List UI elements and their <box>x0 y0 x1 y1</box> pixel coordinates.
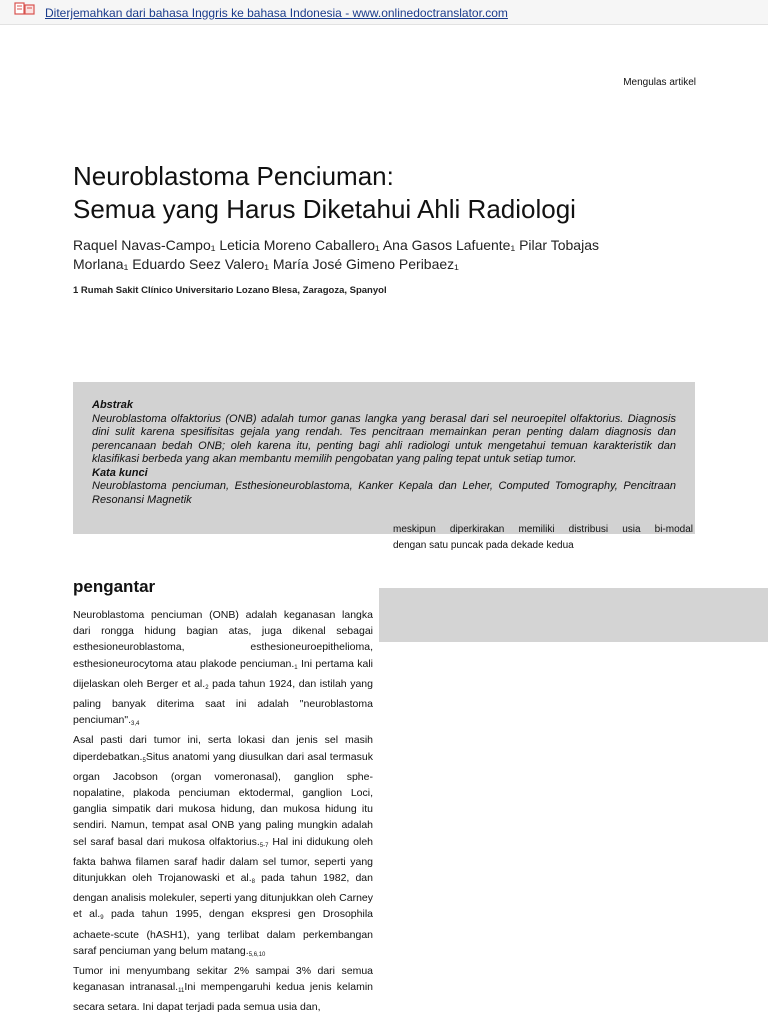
citation-ref: 8 <box>251 879 255 886</box>
abstract-box <box>73 382 695 534</box>
citation-ref: 5,6,10 <box>248 951 266 958</box>
intro-paragraph-2: Asal pasti dari tumor ini, serta lokasi dan jenis sel masih diperdebatkan.$^5$Situs anatomi yang diusulkan dari asal termasuk organ Jacobson (organ vomeronasal), ganglion sphe-nopalatine, plakoda penciuman ektodermal, ganglion Loci, ganglia simpatik dari mukosa hidung, dan mukosa hidung itu sendiri. Namun, tempat asal ONB yang paling mungkin adalah sel saraf basal dari mukosa olfaktorius.$^{5-7}$ Hal ini didukung oleh fakta bahwa filamen saraf hadir dalam sel tumor, seperti yang ditunjukkan oleh Trojanowaski et al.$^8$ pada tahun 1982, dan dengan analisis molekuler, seperti yang ditunjukkan oleh Carney et al.$^9$ pada tahun 1995, dengan ekspresi gen Drosophila achaete-scute (hASH1), yang terlibat dalam perkembangan saraf penciuman yang belum matang.$^{5,6,10}$ <box>73 734 373 958</box>
citation-ref: 3,4 <box>131 721 140 728</box>
citation-ref: 1 <box>294 664 298 671</box>
author-list <box>73 236 673 274</box>
intro-paragraph-3: Tumor ini menyumbang sekitar 2% sampai 3% dari semua keganasan intranasal.$^{11}$Ini mempengaruhi kedua jenis kelamin secara setara. Ini dapat terjadi pada semua usia dan, <box>73 965 373 1014</box>
title-line-2: Semua yang Harus Diketahui Ahli Radiologi <box>73 194 576 224</box>
article-type-label: Mengulas artikel <box>623 77 696 88</box>
abstract-heading: Abstrak <box>92 399 133 411</box>
section-heading-intro: pengantar <box>73 577 156 596</box>
right-column-line-1: meskipun diperkirakan memiliki distribusi usia bi-modal <box>393 524 693 535</box>
citation-ref: 5-7 <box>259 842 269 849</box>
translator-banner <box>0 0 768 25</box>
abstract-text: Neuroblastoma olfaktorius (ONB) adalah tumor ganas langka yang berasal dari sel neuroepitel olfaktorius. Diagnosis dini sulit karena spesifisitas gejala yang rendah. Tes pencitraan memainkan peran penting dalam diagnosis dan perencanaan bedah ONB; oleh karena itu, penting bagi ahli radiologi untuk mengetahui temuan karakteristik dan klasifikasi berbeda yang akan membantu memilih pengobatan yang paling tepat untuk setiap tumor. <box>92 412 676 465</box>
affiliation: 1 Rumah Sakit Clínico Universitario Lozano Blesa, Zaragoza, Spanyol <box>73 285 387 296</box>
authors-line-1: Raquel Navas-Campo₁ Leticia Moreno Caballero₁ Ana Gasos Lafuente₁ Pilar Tobajas <box>73 237 599 253</box>
authors-line-2: Morlana₁ Eduardo Seez Valero₁ María José Gimeno Peribaez₁ <box>73 256 459 272</box>
translator-link[interactable]: Diterjemahkan dari bahasa Inggris ke bahasa Indonesia - www.onlinedoctranslator.com <box>45 6 508 20</box>
article-title <box>73 160 693 226</box>
intro-body <box>73 607 373 1016</box>
keywords-text: Neuroblastoma penciuman, Esthesioneuroblastoma, Kanker Kepala dan Leher, Computed Tomography, Pencitraan Resonansi Magnetik <box>92 480 676 506</box>
right-column-line-2: dengan satu puncak pada dekade kedua <box>393 540 574 551</box>
citation-ref: 9 <box>100 915 104 922</box>
title-line-1: Neuroblastoma Penciuman: <box>73 161 394 191</box>
citation-ref: 11 <box>178 988 185 995</box>
citation-ref: 2 <box>205 684 209 691</box>
keywords-heading: Kata kunci <box>92 466 148 479</box>
intro-paragraph-1: Neuroblastoma penciuman (ONB) adalah keganasan langka dari rongga hidung bagian atas, juga dikenal sebagai esthesioneuroblastoma, esthesioneuroepithelioma, esthesioneurocytoma atau plakode penciuman.$^1$ Ini pertama kali dijelaskan oleh Berger et al.$^2$ pada tahun 1924, dan istilah yang paling banyak diterima saat ini adalah "neuroblastoma penciuman".$^{3,4}$ <box>73 609 373 728</box>
gray-placeholder-block <box>379 588 768 642</box>
abstract-content <box>92 399 676 507</box>
right-column-text <box>393 522 693 554</box>
translator-logo-icon <box>14 2 36 16</box>
citation-ref: 5 <box>142 757 146 764</box>
